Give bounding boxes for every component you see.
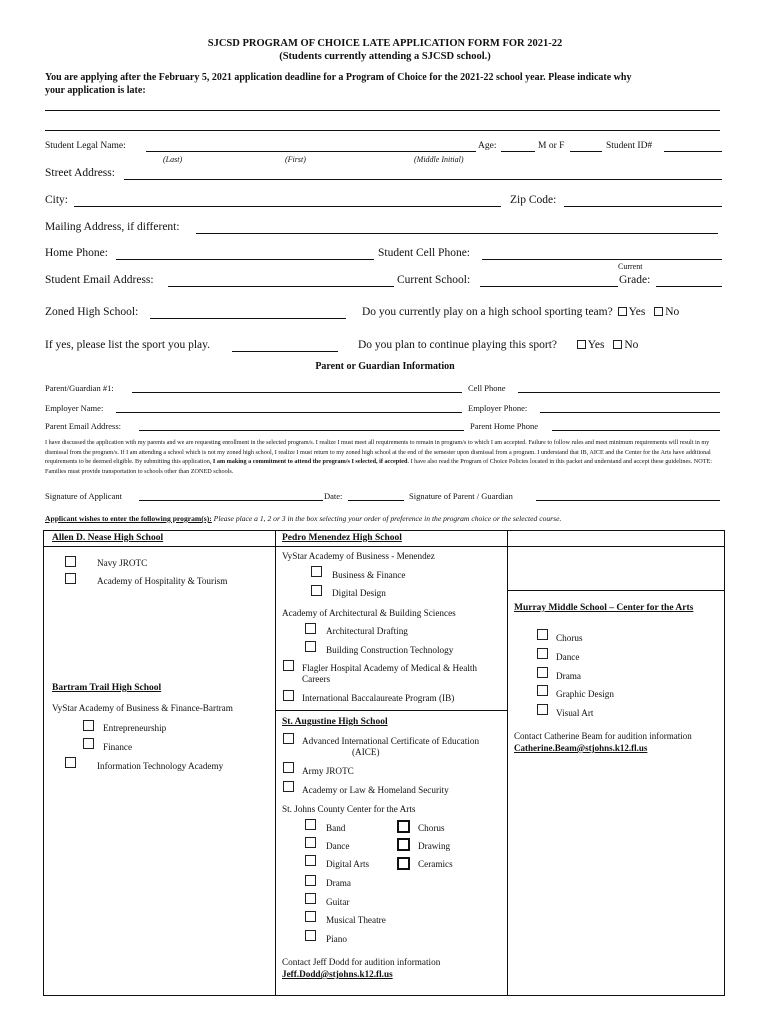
arts-left-3: Drama xyxy=(326,878,351,888)
age-field[interactable] xyxy=(501,151,535,152)
street-field[interactable] xyxy=(124,179,722,180)
last-name-hint: (Last) xyxy=(163,155,183,164)
st-aug-email-link[interactable]: Jeff.Dodd@stjohns.k12.fl.us xyxy=(282,969,393,979)
murray-option-1: Dance xyxy=(556,652,580,662)
sport-no-checkbox[interactable] xyxy=(654,307,663,316)
student-id-field[interactable] xyxy=(664,151,722,152)
st-aug-top-line xyxy=(275,710,507,711)
arts-left-5: Musical Theatre xyxy=(326,915,386,925)
employer-phone-field[interactable] xyxy=(540,412,720,413)
arts-right-checkbox-0[interactable] xyxy=(397,820,410,833)
bartram-option-0: Entrepreneurship xyxy=(103,723,167,733)
bartram-option-checkbox-0[interactable] xyxy=(83,720,94,731)
nease-option-checkbox-0[interactable] xyxy=(65,556,76,567)
grade-field[interactable] xyxy=(656,286,722,287)
parent1-field[interactable] xyxy=(132,392,462,393)
murray-school-name: Murray Middle School – Center for the Arts xyxy=(514,603,694,613)
disclaimer-commitment: I am making a commitment to attend the program/s I selected, if accepted xyxy=(212,458,408,466)
table-divider-left xyxy=(275,530,276,996)
student-email-label: Student Email Address: xyxy=(45,274,154,286)
murray-contact: Contact Catherine Beam for audition information xyxy=(514,731,692,741)
date-field[interactable] xyxy=(348,500,404,501)
continue-no-checkbox[interactable] xyxy=(613,340,622,349)
date-label: Date: xyxy=(324,491,343,501)
murray-option-checkbox-1[interactable] xyxy=(537,648,548,659)
applicant-signature-label: Signature of Applicant xyxy=(45,491,122,501)
nease-school-name: Allen D. Nease High School xyxy=(52,533,164,543)
arts-left-checkbox-0[interactable] xyxy=(305,819,316,830)
nease-option-checkbox-1[interactable] xyxy=(65,573,76,584)
current-school-label: Current School: xyxy=(397,274,471,286)
cell-phone-field[interactable] xyxy=(482,259,722,260)
applicant-signature-field[interactable] xyxy=(139,500,323,501)
city-label: City: xyxy=(45,194,69,206)
parent-email-field[interactable] xyxy=(139,430,464,431)
zip-field[interactable] xyxy=(564,206,722,207)
employer-name-field[interactable] xyxy=(116,412,462,413)
student-id-label: Student ID# xyxy=(606,141,653,151)
menendez-arch-0: Architectural Drafting xyxy=(326,626,408,636)
first-name-hint: (First) xyxy=(285,155,306,164)
murray-option-checkbox-0[interactable] xyxy=(537,629,548,640)
zoned-school-field[interactable] xyxy=(150,318,346,319)
menendez-arch-1: Building Construction Technology xyxy=(326,645,454,655)
menendez-school-name: Pedro Menendez High School xyxy=(282,533,402,543)
sport-no-label: No xyxy=(665,306,680,318)
student-email-field[interactable] xyxy=(168,286,394,287)
st-aug-aice-line2: (AICE) xyxy=(352,747,380,757)
parent-signature-field[interactable] xyxy=(536,500,720,501)
st-aug-aice-checkbox[interactable] xyxy=(283,733,294,744)
st-aug-school-name: St. Augustine High School xyxy=(282,717,388,727)
arts-left-checkbox-6[interactable] xyxy=(305,930,316,941)
arts-right-1: Drawing xyxy=(418,841,451,851)
programs-intro-italic: Please place a 1, 2 or 3 in the box selecting your order of preference in the program choice or the selected course. xyxy=(211,514,562,523)
continue-no-label: No xyxy=(624,339,639,351)
murray-option-checkbox-3[interactable] xyxy=(537,685,548,696)
guardian-section-title: Parent or Guardian Information xyxy=(315,361,455,372)
form-subtitle: (Students currently attending a SJCSD school.) xyxy=(279,51,491,62)
programs-intro-bold: Applicant wishes to enter the following program(s): xyxy=(45,514,212,523)
programs-intro xyxy=(45,514,561,523)
arts-left-1: Dance xyxy=(326,841,350,851)
continue-yes-label: Yes xyxy=(587,339,605,351)
middle-initial-hint: (Middle Initial) xyxy=(414,155,464,164)
murray-email-link[interactable]: Catherine.Beam@stjohns.k12.fl.us xyxy=(514,743,648,753)
instructions-line1: You are applying after the February 5, 2021 application deadline for a Program of Choice for the 2021-22 school year. Please indicate why xyxy=(45,72,632,83)
employer-name-label: Employer Name: xyxy=(45,403,104,413)
table-divider-right xyxy=(507,530,508,996)
st-aug-contact: Contact Jeff Dodd for audition information xyxy=(282,957,441,967)
parent-cell-label: Cell Phone xyxy=(468,383,506,393)
disclaimer-part-a: I have discussed the application with my parents and we are requesting enrollment in the selected program/s. I realize I must meet all requirements to remain in program/s to which I am accepted. Failure to follow rules and meet minimum requirements will result in my dismissal from the program/s. If I am attending a school which is not my zoned high school, I realize I must return to my zoned high school at the end of the semester upon dismissal from a program. I understand that IB, AICE and the Center for the Arts have additional requirements to be deemed eligible. By submitting this application, xyxy=(45,439,711,466)
bartram-option-checkbox-1[interactable] xyxy=(83,738,94,749)
parent-home-phone-label: Parent Home Phone xyxy=(470,421,538,431)
disclaimer-part-b: . I have also read the Program of Choice Policies located in this packet and understand and accept these guidelines. NOTE: Families must provide transportation to schools other than ZONED schools. xyxy=(45,458,712,475)
arts-left-checkbox-5[interactable] xyxy=(305,911,316,922)
sport-yes-checkbox[interactable] xyxy=(618,307,627,316)
continue-question: Do you plan to continue playing this sport? xyxy=(358,339,557,351)
menendez-business-checkbox-1[interactable] xyxy=(311,585,322,596)
murray-option-checkbox-4[interactable] xyxy=(537,704,548,715)
arts-left-checkbox-3[interactable] xyxy=(305,875,316,886)
arts-left-checkbox-1[interactable] xyxy=(305,837,316,848)
sport-yes-label: Yes xyxy=(628,306,646,318)
nease-option-1: Academy of Hospitality & Tourism xyxy=(97,576,228,586)
parent-signature-label: Signature of Parent / Guardian xyxy=(409,491,513,501)
bartram-school-name: Bartram Trail High School xyxy=(52,683,162,693)
parent-email-label: Parent Email Address: xyxy=(45,421,122,431)
menendez-ib-checkbox[interactable] xyxy=(283,690,294,701)
grade-label: Grade: xyxy=(619,274,651,286)
street-label: Street Address: xyxy=(45,167,115,179)
murray-option-0: Chorus xyxy=(556,633,583,643)
zip-label: Zip Code: xyxy=(510,194,557,206)
sport-question: Do you currently play on a high school sporting team? xyxy=(362,306,613,318)
murray-option-4: Visual Art xyxy=(556,708,594,718)
bartram-option-1: Finance xyxy=(103,742,133,752)
arts-left-checkbox-2[interactable] xyxy=(305,855,316,866)
mailing-label: Mailing Address, if different: xyxy=(45,221,180,233)
zoned-school-label: Zoned High School: xyxy=(45,306,139,318)
menendez-arch-checkbox-1[interactable] xyxy=(305,641,316,652)
gender-label: M or F xyxy=(538,141,565,151)
arts-right-0: Chorus xyxy=(418,823,445,833)
legal-name-label: Student Legal Name: xyxy=(45,141,126,151)
menendez-ib: International Baccalaureate Program (IB) xyxy=(302,693,455,703)
murray-option-3: Graphic Design xyxy=(556,689,614,699)
menendez-flagler-line1: Flagler Hospital Academy of Medical & Health xyxy=(302,663,478,673)
table-header-row-line xyxy=(43,546,725,547)
sport-list-label: If yes, please list the sport you play. xyxy=(45,339,211,351)
arts-left-2: Digital Arts xyxy=(326,859,370,869)
employer-phone-label: Employer Phone: xyxy=(468,403,528,413)
current-grade-hint: Current xyxy=(618,262,643,271)
arts-right-checkbox-2[interactable] xyxy=(397,857,410,870)
home-phone-field[interactable] xyxy=(116,259,374,260)
continue-question-row xyxy=(358,339,638,351)
instructions-line2: your application is late: xyxy=(45,85,146,96)
parent1-label: Parent/Guardian #1: xyxy=(45,383,114,393)
murray-option-2: Drama xyxy=(556,671,581,681)
gender-field[interactable] xyxy=(570,151,602,152)
arts-right-checkbox-1[interactable] xyxy=(397,838,410,851)
bartram-option-checkbox-2[interactable] xyxy=(65,757,76,768)
arts-left-4: Guitar xyxy=(326,897,350,907)
continue-yes-checkbox[interactable] xyxy=(577,340,586,349)
city-field[interactable] xyxy=(74,206,501,207)
late-reason-line-2[interactable] xyxy=(45,130,720,131)
arts-left-0: Band xyxy=(326,823,346,833)
mailing-field[interactable] xyxy=(196,233,718,234)
bartram-option-2: Information Technology Academy xyxy=(97,761,224,771)
current-school-field[interactable] xyxy=(480,286,618,287)
menendez-arch-checkbox-0[interactable] xyxy=(305,623,316,634)
arts-left-checkbox-4[interactable] xyxy=(305,893,316,904)
age-label: Age: xyxy=(478,141,497,151)
sport-question-row xyxy=(362,306,679,318)
st-aug-law: Academy or Law & Homeland Security xyxy=(302,785,449,795)
late-reason-line-1[interactable] xyxy=(45,110,720,111)
menendez-flagler-checkbox[interactable] xyxy=(283,660,294,671)
bartram-academy-name: VyStar Academy of Business & Finance-Bartram xyxy=(52,703,233,713)
parent-cell-field[interactable] xyxy=(518,392,720,393)
form-title: SJCSD PROGRAM OF CHOICE LATE APPLICATION FORM FOR 2021-22 xyxy=(207,38,563,49)
menendez-arch-academy: Academy of Architectural & Building Sciences xyxy=(282,608,456,618)
st-aug-aice-line1: Advanced International Certificate of Education xyxy=(302,736,480,746)
menendez-business-0: Business & Finance xyxy=(332,570,406,580)
disclaimer-text xyxy=(45,438,723,476)
menendez-business-1: Digital Design xyxy=(332,588,386,598)
st-aug-army-checkbox[interactable] xyxy=(283,762,294,773)
legal-name-field[interactable] xyxy=(146,151,476,152)
murray-option-checkbox-2[interactable] xyxy=(537,667,548,678)
home-phone-label: Home Phone: xyxy=(45,247,108,259)
menendez-flagler-line2: Careers xyxy=(302,674,331,684)
cell-phone-label: Student Cell Phone: xyxy=(378,247,470,259)
arts-right-2: Ceramics xyxy=(418,859,453,869)
parent-home-phone-field[interactable] xyxy=(552,430,720,431)
murray-top-line xyxy=(507,590,725,591)
nease-option-0: Navy JROTC xyxy=(97,558,148,568)
sport-list-field[interactable] xyxy=(232,351,338,352)
st-aug-arts-center: St. Johns County Center for the Arts xyxy=(282,804,416,814)
arts-left-6: Piano xyxy=(326,934,347,944)
menendez-academy-name: VyStar Academy of Business - Menendez xyxy=(282,551,435,561)
st-aug-law-checkbox[interactable] xyxy=(283,781,294,792)
st-aug-army: Army JROTC xyxy=(302,766,354,776)
menendez-business-checkbox-0[interactable] xyxy=(311,566,322,577)
